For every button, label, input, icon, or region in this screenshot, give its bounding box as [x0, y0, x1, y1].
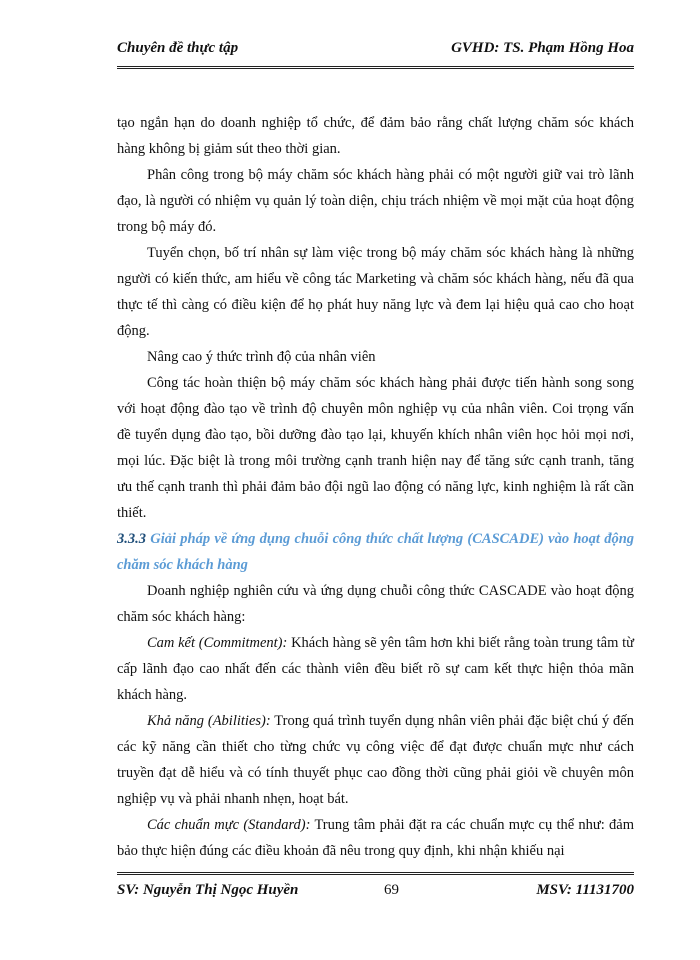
paragraph-commitment: [117, 630, 634, 708]
term-description: Trong quá trình tuyển dụng nhân viên phải đặc biệt chú ý đến các kỹ năng cần thiết cho từng chức vụ công việc để đạt được chuẩn mực như cách truyền đạt dễ hiểu và có tính thuyết phục cao đồng thời cũng phải giỏi về chuyên môn nghiệp vụ và phải nhanh nhẹn, hoạt bát.: [117, 713, 634, 807]
footer-student-name: SV: Nguyễn Thị Ngọc Huyền: [117, 882, 299, 898]
page-body: [117, 110, 634, 864]
page-number: 69: [384, 882, 399, 898]
term-description: Trung tâm phải đặt ra các chuẩn mực cụ thể như: đảm bảo thực hiện đúng các điều khoản đã nêu trong quy định, khi nhận khiếu nại: [117, 817, 634, 859]
term-abilities: Khả năng (Abilities):: [147, 713, 271, 729]
term-description: Khách hàng sẽ yên tâm hơn khi biết rằng toàn trung tâm từ cấp lãnh đạo cao nhất đến các thành viên đều biết rõ sự cam kết thực hiện thỏa mãn khách hàng.: [117, 635, 634, 703]
paragraph: Doanh nghiệp nghiên cứu và ứng dụng chuỗi công thức CASCADE vào hoạt động chăm sóc khách hàng:: [117, 583, 634, 625]
paragraph-abilities: [117, 708, 634, 812]
footer-student-id: MSV: 11131700: [536, 882, 634, 898]
paragraph: tạo ngắn hạn do doanh nghiệp tổ chức, để đảm bảo rằng chất lượng chăm sóc khách hàng không bị giảm sút theo thời gian.: [117, 115, 634, 157]
section-heading: [117, 526, 634, 578]
paragraph: Phân công trong bộ máy chăm sóc khách hàng phải có một người giữ vai trò lãnh đạo, là người có nhiệm vụ quản lý toàn diện, chịu trách nhiệm về mọi mặt của hoạt động trong bộ máy đó.: [117, 167, 634, 235]
term-commitment: Cam kết (Commitment):: [147, 635, 288, 651]
paragraph: Tuyển chọn, bố trí nhân sự làm việc trong bộ máy chăm sóc khách hàng là những người có kiến thức, am hiểu về công tác Marketing và chăm sóc khách hàng, nếu đã qua thực tế thì càng có điều kiện để họ phát huy năng lực và đem lại hiệu quả cao cho hoạt động.: [117, 245, 634, 339]
paragraph-subtitle: Nâng cao ý thức trình độ của nhân viên: [147, 349, 376, 365]
term-standard: Các chuẩn mực (Standard):: [147, 817, 311, 833]
section-title: Giải pháp về ứng dụng chuỗi công thức chất lượng (CASCADE) vào hoạt động chăm sóc khách hàng: [117, 531, 635, 573]
header-course-title: Chuyên đề thực tập: [117, 40, 239, 56]
page-footer: [117, 872, 634, 905]
paragraph-standard: [117, 812, 634, 864]
page-header: [117, 38, 634, 69]
paragraph: Công tác hoàn thiện bộ máy chăm sóc khách hàng phải được tiến hành song song với hoạt động đào tạo về trình độ chuyên môn nghiệp vụ của nhân viên. Coi trọng vấn đề tuyển dụng đào tạo, bồi dưỡng đào tạo lại, khuyến khích nhân viên học hỏi mọi nơi, mọi lúc. Đặc biệt là trong môi trường cạnh tranh hiện nay để tăng sức cạnh tranh, tăng ưu thế cạnh tranh thì phải đảm bảo đội ngũ lao động có năng lực, kinh nghiệm là rất cần thiết.: [117, 375, 634, 521]
section-number: 3.3.3: [117, 531, 146, 547]
header-supervisor: GVHD: TS. Phạm Hồng Hoa: [451, 40, 634, 56]
